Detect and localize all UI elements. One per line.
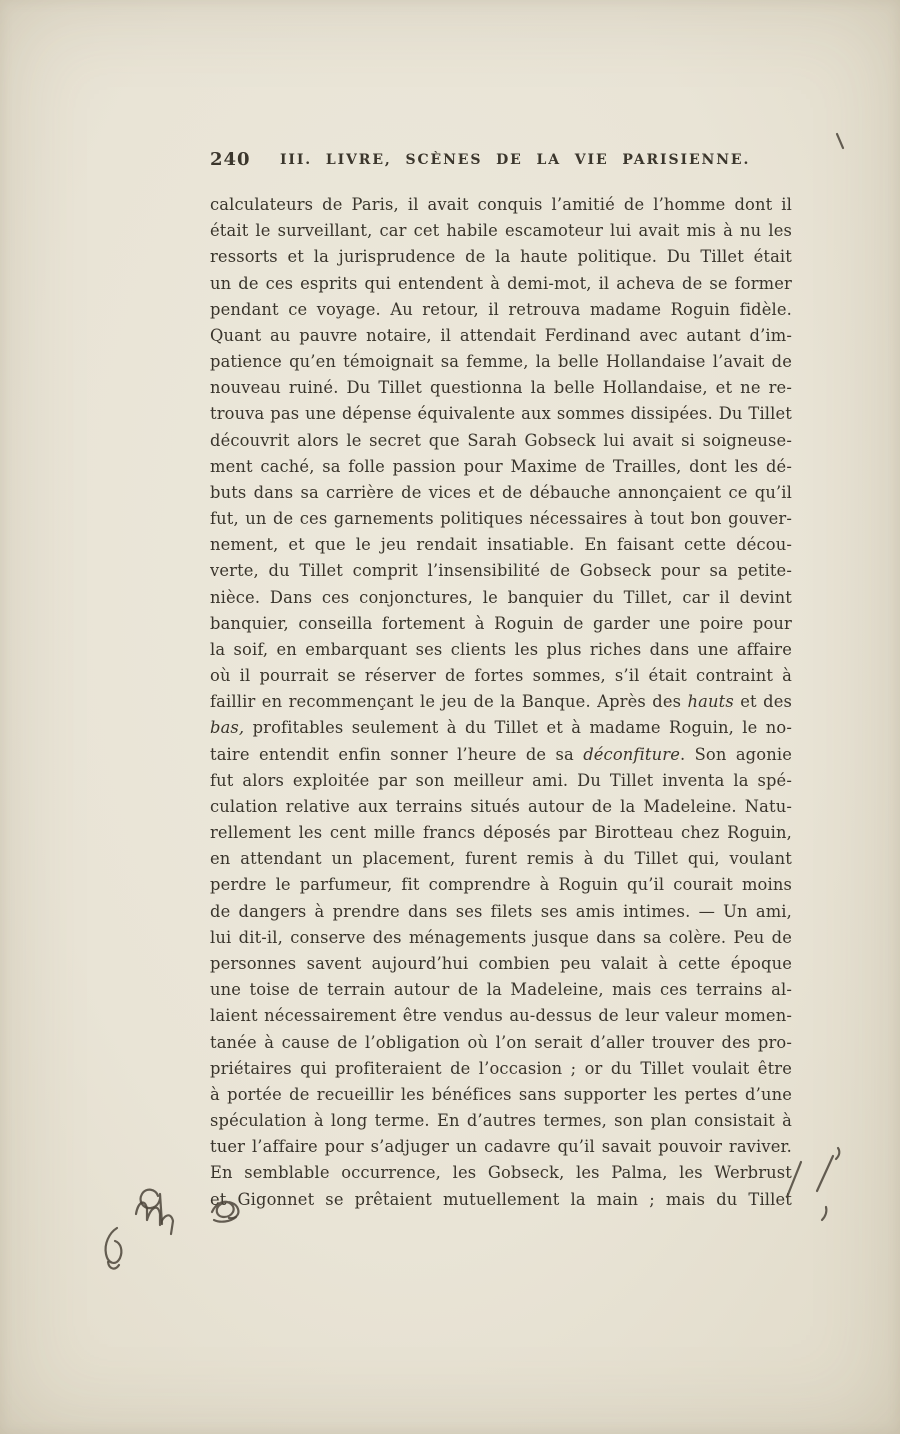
text-line: En semblable occurrence, les Gobseck, les Palma, les Werbrust bbox=[210, 1163, 792, 1183]
ink-top-right-tick bbox=[837, 134, 843, 148]
text-line: nièce. Dans ces conjonctures, le banquier du Tillet, car il devint bbox=[210, 587, 792, 607]
text-line: spéculation à long terme. En d’autres termes, son plan consistait à bbox=[210, 1111, 792, 1131]
text-line: faillir en recommençant le jeu de la Banque. Après des hauts et des bbox=[210, 692, 792, 712]
text-line: bas, profitables seulement à du Tillet et à madame Roguin, le no- bbox=[210, 718, 792, 738]
running-title: III. LIVRE, SCÈNES DE LA VIE PARISIENNE. bbox=[279, 152, 751, 168]
text-line: nement, et que le jeu rendait insatiable. En faisant cette décou- bbox=[210, 535, 792, 555]
text-line: verte, du Tillet comprit l’insensibilité de Gobseck pour sa petite- bbox=[210, 561, 792, 581]
text-line: un de ces esprits qui entendent à demi-mot, il acheva de se former bbox=[210, 273, 792, 293]
text-line: taire entendit enfin sonner l’heure de sa déconfiture. Son agonie bbox=[210, 744, 792, 764]
text-line: et Gigonnet se prêtaient mutuellement la main ; mais du Tillet bbox=[210, 1189, 792, 1209]
text-line: trouva pas une dépense équivalente aux sommes dissipées. Du Tillet bbox=[210, 404, 792, 424]
text-line: fut, un de ces garnements politiques nécessaires à tout bon gouver- bbox=[210, 509, 792, 529]
text-line: rellement les cent mille francs déposés par Birotteau chez Roguin, bbox=[210, 823, 792, 843]
text-line: tuer l’affaire pour s’adjuger un cadavre qu’il savait pouvoir raviver. bbox=[210, 1137, 792, 1157]
text-line: ressorts et la jurisprudence de la haute politique. Du Tillet était bbox=[210, 247, 792, 267]
text-line: la soif, en embarquant ses clients les plus riches dans une affaire bbox=[210, 639, 792, 659]
text-line: perdre le parfumeur, fit comprendre à Roguin qu’il courait moins bbox=[210, 875, 792, 895]
text-line: laient nécessairement être vendus au-dessus de leur valeur momen- bbox=[210, 1006, 792, 1026]
text-line: ment caché, sa folle passion pour Maxime de Trailles, dont les dé- bbox=[210, 456, 792, 476]
text-line: à portée de recueillir les bénéfices sans supporter les pertes d’une bbox=[210, 1084, 792, 1104]
ink-margin-slashes bbox=[787, 1148, 839, 1220]
page-header bbox=[210, 147, 792, 173]
text-line: lui dit-il, conserve des ménagements jusque dans sa colère. Peu de bbox=[210, 927, 792, 947]
text-line: une toise de terrain autour de la Madeleine, mais ces terrains al- bbox=[210, 980, 792, 1000]
text-line: en attendant un placement, furent remis à du Tillet qui, voulant bbox=[210, 849, 792, 869]
text-line: culation relative aux terrains situés autour de la Madeleine. Natu- bbox=[210, 796, 792, 816]
text-line: patience qu’en témoignait sa femme, la belle Hollandaise l’avait de bbox=[210, 352, 792, 372]
text-line: fut alors exploitée par son meilleur ami. Du Tillet inventa la spé- bbox=[210, 770, 792, 790]
text-line: de dangers à prendre dans ses filets ses amis intimes. — Un ami, bbox=[210, 901, 792, 921]
text-line: Quant au pauvre notaire, il attendait Ferdinand avec autant d’im- bbox=[210, 325, 792, 345]
text-line: priétaires qui profiteraient de l’occasion ; or du Tillet voulait être bbox=[210, 1058, 792, 1078]
ink-doodle-bottom-left bbox=[106, 1190, 173, 1269]
text-line: personnes savent aujourd’hui combien peu valait à cette époque bbox=[210, 953, 792, 973]
text-line: nouveau ruiné. Du Tillet questionna la belle Hollandaise, et ne re- bbox=[210, 378, 792, 398]
text-line: découvrit alors le secret que Sarah Gobseck lui avait si soigneuse- bbox=[210, 430, 792, 450]
text-line: où il pourrait se réserver de fortes sommes, s’il était contraint à bbox=[210, 666, 792, 686]
text-line: tanée à cause de l’obligation où l’on serait d’aller trouver des pro- bbox=[210, 1032, 792, 1052]
text-line: pendant ce voyage. Au retour, il retrouva madame Roguin fidèle. bbox=[210, 299, 792, 319]
text-line: buts dans sa carrière de vices et de débauche annonçaient ce qu’il bbox=[210, 482, 792, 502]
body-text bbox=[210, 192, 792, 1213]
page-number: 240 bbox=[210, 149, 251, 170]
text-line: banquier, conseilla fortement à Roguin de garder une poire pour bbox=[210, 613, 792, 633]
text-line: calculateurs de Paris, il avait conquis l’amitié de l’homme dont il bbox=[210, 195, 792, 214]
text-line: était le surveillant, car cet habile escamoteur lui avait mis à nu les bbox=[210, 221, 792, 241]
